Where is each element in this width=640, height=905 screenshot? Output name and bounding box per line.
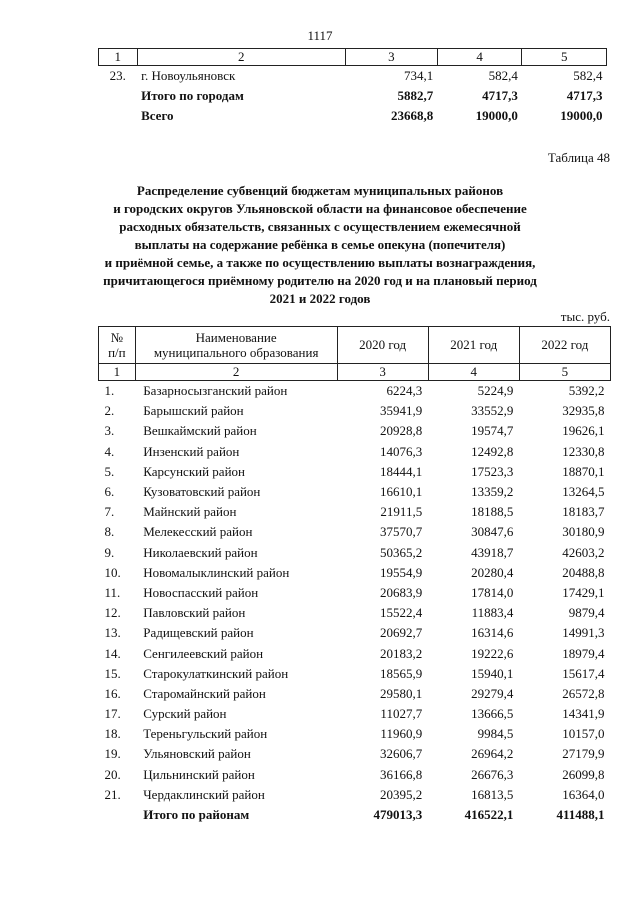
value-2022: 13264,5 bbox=[562, 484, 605, 500]
row-number: 18. bbox=[104, 726, 121, 742]
value-2021: 5224,9 bbox=[477, 383, 514, 399]
row-number bbox=[99, 86, 138, 106]
table-row bbox=[99, 744, 611, 764]
table-row bbox=[99, 765, 611, 785]
value-2021: 19222,6 bbox=[471, 645, 514, 661]
col-index-cell: 3 bbox=[337, 364, 428, 381]
value-2021: 18188,5 bbox=[471, 504, 514, 520]
row-name: Сенгилеевский район bbox=[143, 645, 264, 661]
value-2020: 16610,1 bbox=[379, 484, 423, 500]
table-row bbox=[99, 643, 611, 663]
row-name: Мелекесский район bbox=[143, 524, 253, 540]
row-name: Барышский район bbox=[143, 403, 244, 419]
header-number-line1: № bbox=[110, 330, 124, 345]
table-row bbox=[99, 502, 611, 522]
header-name-line1: Наименование bbox=[195, 330, 277, 345]
table-label: Таблица 48 bbox=[547, 150, 610, 165]
value-2021: 30847,6 bbox=[471, 524, 514, 540]
value-2022: 17429,1 bbox=[562, 584, 605, 600]
value-2021: 19574,7 bbox=[471, 423, 514, 439]
value-2022: 19000,0 bbox=[560, 108, 603, 123]
value-2021: 13359,2 bbox=[471, 484, 514, 500]
row-number: 23. bbox=[109, 68, 126, 83]
col-index-cell: 4 bbox=[437, 49, 522, 66]
value-2021: 17523,3 bbox=[471, 463, 514, 479]
value-2020: 6224,3 bbox=[386, 383, 423, 399]
table-row bbox=[99, 684, 611, 704]
row-name: Итого по районам bbox=[143, 807, 250, 823]
row-name: Радищевский район bbox=[143, 625, 254, 641]
value-2020: 36166,8 bbox=[379, 766, 423, 782]
row-number: 17. bbox=[104, 706, 121, 722]
title-line: Распределение субвенций бюджетам муниципальных районов bbox=[136, 183, 504, 198]
row-name: Старомайнский район bbox=[143, 685, 266, 701]
continued-table bbox=[98, 48, 607, 126]
value-2022: 15617,4 bbox=[562, 665, 605, 681]
value-2021: 416522,1 bbox=[464, 807, 514, 823]
value-2022: 14341,9 bbox=[562, 706, 605, 722]
row-number: 12. bbox=[104, 605, 121, 621]
value-2020: 5882,7 bbox=[397, 88, 434, 103]
header-2021: 2021 год bbox=[428, 327, 519, 364]
row-name: Инзенский район bbox=[143, 443, 240, 459]
col-index-cell: 4 bbox=[428, 364, 519, 381]
title-line: 2021 и 2022 годов bbox=[269, 291, 371, 306]
row-name: Майнский район bbox=[143, 504, 237, 520]
row-name: Базарносызганский район bbox=[143, 383, 288, 399]
table-row bbox=[99, 66, 607, 87]
row-name: Кузоватовский район bbox=[143, 484, 261, 500]
row-name: Новомалыклинский район bbox=[143, 564, 290, 580]
row-number: 15. bbox=[104, 665, 121, 681]
row-name: Николаевский район bbox=[143, 544, 258, 560]
col-index-cell: 2 bbox=[135, 364, 337, 381]
row-number: 11. bbox=[104, 584, 121, 600]
row-name: Ульяновский район bbox=[143, 746, 251, 762]
title-line: и приёмной семье, а также по осуществлению выплаты вознаграждения, bbox=[104, 255, 536, 270]
value-2021: 12492,8 bbox=[471, 443, 514, 459]
header-number-line2: п/п bbox=[108, 345, 126, 360]
value-2022: 20488,8 bbox=[562, 564, 605, 580]
header-2022: 2022 год bbox=[519, 327, 610, 364]
value-2020: 11960,9 bbox=[380, 726, 423, 742]
value-2022: 26099,8 bbox=[562, 766, 605, 782]
value-2020: 20928,8 bbox=[379, 423, 423, 439]
units-label: тыс. руб. bbox=[560, 309, 610, 324]
header-name bbox=[135, 327, 337, 364]
subventions-table bbox=[98, 326, 611, 825]
column-index-row bbox=[99, 364, 611, 381]
value-2021: 16813,5 bbox=[471, 786, 514, 802]
row-number: 14. bbox=[104, 645, 121, 661]
table-row bbox=[99, 522, 611, 542]
col-index-cell: 5 bbox=[519, 364, 610, 381]
value-2021: 17814,0 bbox=[471, 584, 514, 600]
col-index-cell: 5 bbox=[522, 49, 607, 66]
value-2022: 19626,1 bbox=[562, 423, 605, 439]
row-name: Сурский район bbox=[143, 706, 227, 722]
title-line: причитающегося приёмному родителю на 2020 год и на плановый период bbox=[103, 273, 537, 288]
value-2022: 18870,1 bbox=[562, 463, 605, 479]
value-2022: 411488,1 bbox=[556, 807, 605, 823]
value-2020: 20692,7 bbox=[379, 625, 423, 641]
row-number: 8. bbox=[104, 524, 115, 540]
value-2020: 14076,3 bbox=[379, 443, 423, 459]
table-row bbox=[99, 563, 611, 583]
table-row bbox=[99, 421, 611, 441]
value-2020: 23668,8 bbox=[391, 108, 434, 123]
row-number: 13. bbox=[104, 625, 121, 641]
page-number: 1117 bbox=[307, 28, 333, 43]
value-2022: 9879,4 bbox=[568, 605, 605, 621]
header-2020: 2020 год bbox=[337, 327, 428, 364]
value-2022: 26572,8 bbox=[562, 685, 605, 701]
value-2022: 16364,0 bbox=[562, 786, 605, 802]
value-2020: 50365,2 bbox=[379, 544, 423, 560]
value-2020: 21911,5 bbox=[380, 504, 423, 520]
row-number: 2. bbox=[104, 403, 115, 419]
row-number: 16. bbox=[104, 685, 121, 701]
value-2022: 12330,8 bbox=[562, 443, 605, 459]
row-number: 20. bbox=[104, 766, 121, 782]
row-name: Чердаклинский район bbox=[143, 786, 265, 802]
row-number: 4. bbox=[104, 443, 115, 459]
col-index-cell: 3 bbox=[345, 49, 437, 66]
table-row bbox=[99, 623, 611, 643]
value-2022: 582,4 bbox=[573, 68, 603, 83]
column-index-row bbox=[99, 49, 607, 66]
value-2022: 27179,9 bbox=[562, 746, 605, 762]
value-2020: 11027,7 bbox=[380, 706, 423, 722]
table-row bbox=[99, 401, 611, 421]
value-2022: 30180,9 bbox=[562, 524, 605, 540]
row-name: Новоспасский район bbox=[143, 584, 259, 600]
value-2021: 11883,4 bbox=[471, 605, 514, 621]
grand-total-row bbox=[99, 106, 607, 126]
value-2020: 29580,1 bbox=[379, 685, 423, 701]
value-2020: 20683,9 bbox=[379, 584, 423, 600]
table-row bbox=[99, 442, 611, 462]
col-index-cell: 1 bbox=[99, 364, 136, 381]
col-index-cell: 2 bbox=[137, 49, 345, 66]
value-2020: 18444,1 bbox=[379, 463, 423, 479]
row-number bbox=[99, 106, 138, 126]
value-2020: 479013,3 bbox=[373, 807, 423, 823]
value-2020: 20183,2 bbox=[379, 645, 423, 661]
value-2021: 16314,6 bbox=[471, 625, 514, 641]
row-name: Вешкаймский район bbox=[143, 423, 257, 439]
header-name-line2: муниципального образования bbox=[153, 345, 319, 360]
row-name: Всего bbox=[141, 108, 174, 123]
value-2021: 13666,5 bbox=[471, 706, 514, 722]
row-name: Павловский район bbox=[143, 605, 246, 621]
value-2022: 42603,2 bbox=[562, 544, 605, 560]
value-2020: 18565,9 bbox=[379, 665, 423, 681]
title-line: выплаты на содержание ребёнка в семье опекуна (попечителя) bbox=[134, 237, 506, 252]
table-row bbox=[99, 785, 611, 805]
value-2021: 26964,2 bbox=[471, 746, 514, 762]
value-2021: 9984,5 bbox=[477, 726, 514, 742]
header-number bbox=[99, 327, 136, 364]
value-2020: 734,1 bbox=[404, 68, 434, 83]
value-2021: 19000,0 bbox=[475, 108, 518, 123]
row-number: 19. bbox=[104, 746, 121, 762]
row-name: г. Новоульяновск bbox=[141, 68, 236, 83]
row-number: 21. bbox=[104, 786, 121, 802]
row-name: Карсунский район bbox=[143, 463, 245, 479]
value-2021: 26676,3 bbox=[471, 766, 514, 782]
value-2021: 29279,4 bbox=[471, 685, 514, 701]
value-2021: 20280,4 bbox=[471, 564, 514, 580]
value-2021: 15940,1 bbox=[471, 665, 514, 681]
table-row bbox=[99, 704, 611, 724]
value-2022: 5392,2 bbox=[568, 383, 605, 399]
value-2020: 32606,7 bbox=[379, 746, 423, 762]
table-row bbox=[99, 724, 611, 744]
districts-total-row bbox=[99, 805, 611, 825]
cities-total-row bbox=[99, 86, 607, 106]
row-name: Цильнинский район bbox=[143, 766, 255, 782]
value-2022: 18183,7 bbox=[562, 504, 605, 520]
value-2020: 15522,4 bbox=[379, 605, 423, 621]
row-number: 9. bbox=[104, 544, 115, 560]
value-2021: 33552,9 bbox=[471, 403, 514, 419]
value-2020: 35941,9 bbox=[379, 403, 423, 419]
table-row bbox=[99, 381, 611, 402]
value-2020: 37570,7 bbox=[379, 524, 423, 540]
table-row bbox=[99, 603, 611, 623]
value-2021: 4717,3 bbox=[482, 88, 518, 103]
table-title bbox=[70, 182, 570, 308]
header-row bbox=[99, 327, 611, 364]
title-line: расходных обязательств, связанных с осуществлением ежемесячной bbox=[119, 219, 521, 234]
value-2021: 43918,7 bbox=[471, 544, 514, 560]
value-2022: 32935,8 bbox=[562, 403, 605, 419]
title-line: и городских округов Ульяновской области на финансовое обеспечение bbox=[113, 201, 527, 216]
col-index-cell: 1 bbox=[99, 49, 138, 66]
table-row bbox=[99, 482, 611, 502]
row-number: 6. bbox=[104, 484, 115, 500]
row-number-empty bbox=[99, 805, 136, 825]
row-number: 10. bbox=[104, 564, 121, 580]
table-row bbox=[99, 543, 611, 563]
row-number: 5. bbox=[104, 463, 115, 479]
table-row bbox=[99, 583, 611, 603]
row-name: Итого по городам bbox=[141, 88, 244, 103]
value-2022: 10157,0 bbox=[562, 726, 605, 742]
value-2020: 19554,9 bbox=[379, 564, 423, 580]
row-name: Тереньгульский район bbox=[143, 726, 268, 742]
row-number: 3. bbox=[104, 423, 115, 439]
table-row bbox=[99, 664, 611, 684]
value-2022: 4717,3 bbox=[566, 88, 603, 103]
row-number: 7. bbox=[104, 504, 115, 520]
value-2021: 582,4 bbox=[488, 68, 518, 83]
row-number: 1. bbox=[104, 383, 115, 399]
row-name: Старокулаткинский район bbox=[143, 665, 289, 681]
table-row bbox=[99, 462, 611, 482]
value-2022: 14991,3 bbox=[562, 625, 605, 641]
value-2022: 18979,4 bbox=[562, 645, 605, 661]
value-2020: 20395,2 bbox=[379, 786, 423, 802]
